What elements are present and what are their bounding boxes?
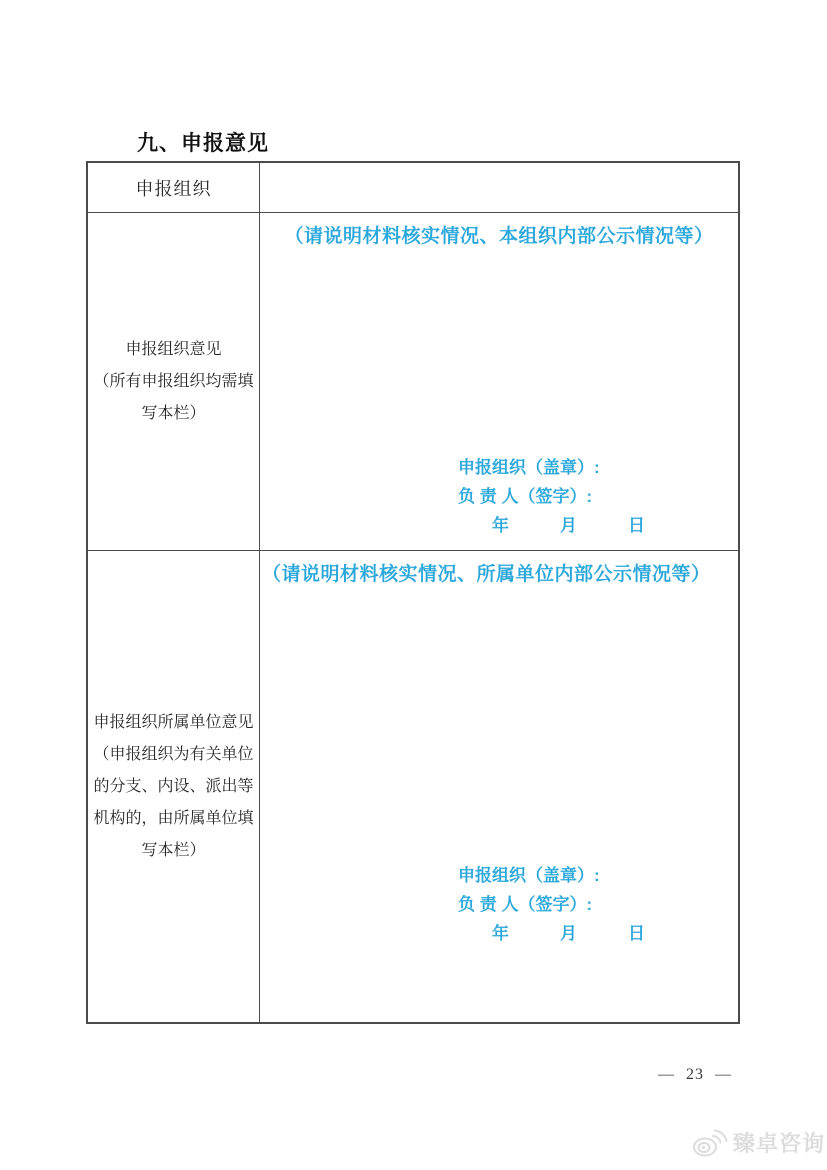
parent-unit-hint-text: （请说明材料核实情况、所属单位内部公示情况等） [262,564,711,585]
org-opinion-hint-text: （请说明材料核实情况、本组织内部公示情况等） [284,226,714,247]
parent-unit-label-line: 的分支、内设、派出等 [93,777,254,795]
row-org-opinion-label [88,213,260,551]
org-opinion-signature-block [458,453,645,540]
org-opinion-label-line: （所有申报组织均需填 [93,372,254,390]
org-opinion-label-line: 申报组织意见 [125,340,222,358]
org-opinion-label-line: 写本栏） [141,404,206,422]
parent-unit-label-line: 申报组织所属单位意见 [93,713,254,731]
parent-unit-label-line: 机构的，由所属单位填 [93,809,254,827]
weibo-icon [692,1126,728,1158]
watermark [692,1126,825,1158]
date-line: 年 月 日 [492,924,645,943]
row-declaring-org-label [88,163,260,213]
declaration-opinions-table [86,161,740,1024]
stamp-line: 申报组织（盖章）: [458,458,600,477]
stamp-line: 申报组织（盖章）: [458,866,600,885]
parent-unit-opinion-content-cell [260,551,738,1022]
parent-unit-label-line: （申报组织为有关单位 [93,745,254,763]
row-parent-unit-opinion-label [88,551,260,1022]
signature-line: 负 责 人（签字）: [458,895,593,914]
org-opinion-content-cell [260,213,738,551]
parent-unit-signature-block [458,861,645,948]
page-number: — 23 — [658,1066,732,1083]
declaring-org-label-text: 申报组织 [135,178,212,199]
signature-line: 负 责 人（签字）: [458,487,593,506]
section-title: 九、申报意见 [137,132,269,155]
declaring-org-value-cell [260,163,738,213]
parent-unit-label-line: 写本栏） [141,841,206,859]
date-line: 年 月 日 [492,516,645,535]
watermark-label: 臻卓咨询 [733,1130,826,1156]
